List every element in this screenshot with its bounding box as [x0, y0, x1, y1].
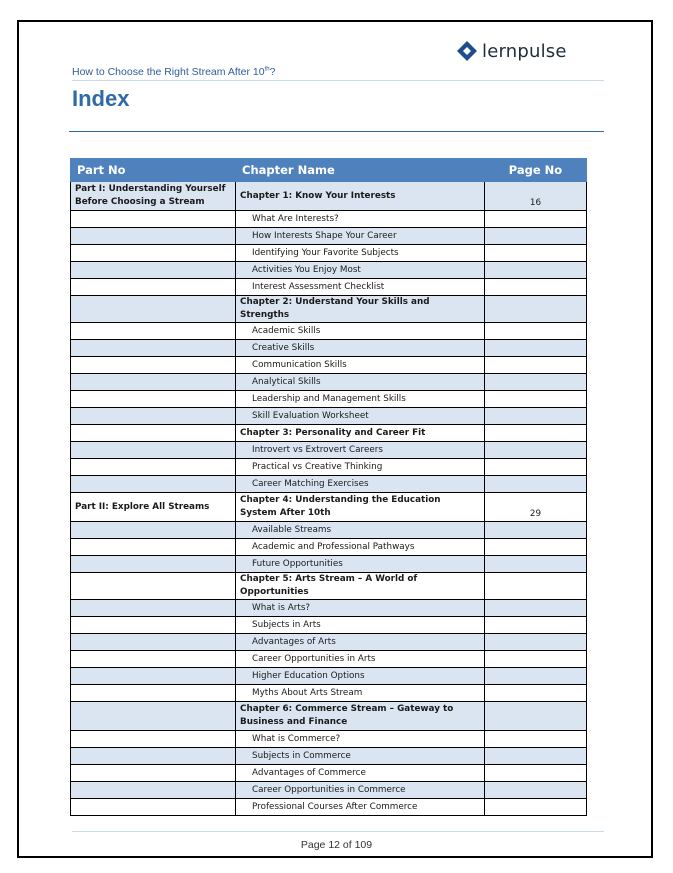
- part-cell: [71, 782, 236, 799]
- chapter-title-cell: Chapter 1: Know Your Interests: [236, 182, 485, 211]
- section-title-cell: How Interests Shape Your Career: [236, 228, 485, 245]
- brand-name: lernpulse: [482, 40, 567, 62]
- page-number-cell: 29: [485, 493, 587, 522]
- diamond-icon: [456, 40, 478, 62]
- part-cell: [71, 573, 236, 600]
- section-title-cell: Creative Skills: [236, 340, 485, 357]
- part-cell: [71, 522, 236, 539]
- page-number-cell: [485, 245, 587, 262]
- section-title-cell: Future Opportunities: [236, 556, 485, 573]
- header-part-no: Part No: [71, 159, 236, 182]
- table-row: [71, 374, 587, 391]
- page-number-cell: [485, 374, 587, 391]
- table-row: [71, 651, 587, 668]
- page-number-cell: [485, 340, 587, 357]
- table-row: [71, 539, 587, 556]
- part-cell: [71, 442, 236, 459]
- footer-divider: [72, 831, 604, 832]
- page-number-cell: [485, 323, 587, 340]
- table-row: [71, 279, 587, 296]
- page-number-cell: [485, 391, 587, 408]
- part-cell: [71, 668, 236, 685]
- table-row: [71, 748, 587, 765]
- page-number: Page 12 of 109: [300, 839, 373, 851]
- table-row: [71, 391, 587, 408]
- page-number-cell: 16: [485, 182, 587, 211]
- part-cell: [71, 617, 236, 634]
- page-number-cell: [485, 442, 587, 459]
- section-title-cell: Subjects in Commerce: [236, 748, 485, 765]
- table-row: [71, 228, 587, 245]
- table-row: [71, 459, 587, 476]
- table-row: [71, 685, 587, 702]
- part-cell: [71, 357, 236, 374]
- part-cell: [71, 748, 236, 765]
- part-cell: [71, 685, 236, 702]
- chapter-title-cell: Chapter 3: Personality and Career Fit: [236, 425, 485, 442]
- part-cell: [71, 408, 236, 425]
- page-number-cell: [485, 685, 587, 702]
- page-number-cell: [485, 228, 587, 245]
- table-row: [71, 782, 587, 799]
- part-cell: [71, 765, 236, 782]
- brand-logo: [456, 40, 567, 62]
- part-cell: [71, 391, 236, 408]
- table-row: [71, 522, 587, 539]
- chapter-title-cell: Chapter 6: Commerce Stream – Gateway to Business and Finance: [236, 702, 485, 731]
- page-number-cell: [485, 573, 587, 600]
- table-body: [71, 182, 587, 816]
- page-number-cell: [485, 765, 587, 782]
- page-number-cell: [485, 668, 587, 685]
- table-row: [71, 556, 587, 573]
- table-row: [71, 476, 587, 493]
- page-number-cell: [485, 782, 587, 799]
- page-number-cell: [485, 279, 587, 296]
- section-title-cell: Communication Skills: [236, 357, 485, 374]
- section-title-cell: Analytical Skills: [236, 374, 485, 391]
- part-cell: [71, 476, 236, 493]
- part-cell: [71, 323, 236, 340]
- section-title-cell: What is Commerce?: [236, 731, 485, 748]
- table-row: [71, 702, 587, 731]
- page-number-cell: [485, 522, 587, 539]
- table-row: [71, 245, 587, 262]
- table-row: [71, 668, 587, 685]
- part-cell: [71, 539, 236, 556]
- table-row: [71, 634, 587, 651]
- table-row: [71, 573, 587, 600]
- part-cell: [71, 374, 236, 391]
- part-cell: Part I: Understanding Yourself Before Choosing a Stream: [71, 182, 236, 211]
- section-title-cell: Subjects in Arts: [236, 617, 485, 634]
- table-row: [71, 408, 587, 425]
- table-row: [71, 296, 587, 323]
- page-number-cell: [485, 357, 587, 374]
- table-row: [71, 799, 587, 816]
- part-cell: [71, 228, 236, 245]
- section-title-cell: Career Opportunities in Arts: [236, 651, 485, 668]
- table-row: [71, 182, 587, 211]
- part-cell: Part II: Explore All Streams: [71, 493, 236, 522]
- part-cell: [71, 731, 236, 748]
- part-cell: [71, 425, 236, 442]
- page-number-cell: [485, 539, 587, 556]
- page-number-cell: [485, 702, 587, 731]
- index-table: [70, 158, 587, 816]
- section-title-cell: Academic and Professional Pathways: [236, 539, 485, 556]
- chapter-title-cell: Chapter 5: Arts Stream – A World of Opportunities: [236, 573, 485, 600]
- table-row: [71, 731, 587, 748]
- document-subtitle: How to Choose the Right Stream After 10th?: [72, 66, 276, 78]
- table-row: [71, 323, 587, 340]
- section-title-cell: What Are Interests?: [236, 211, 485, 228]
- table-row: [71, 211, 587, 228]
- part-cell: [71, 340, 236, 357]
- part-cell: [71, 459, 236, 476]
- section-title-cell: Available Streams: [236, 522, 485, 539]
- page-number-cell: [485, 459, 587, 476]
- part-cell: [71, 556, 236, 573]
- section-title-cell: Higher Education Options: [236, 668, 485, 685]
- header-page-no: Page No: [485, 159, 587, 182]
- section-title-cell: Academic Skills: [236, 323, 485, 340]
- section-title-cell: Leadership and Management Skills: [236, 391, 485, 408]
- part-cell: [71, 211, 236, 228]
- header-chapter-name: Chapter Name: [236, 159, 485, 182]
- page-number-cell: [485, 799, 587, 816]
- chapter-title-cell: Chapter 4: Understanding the Education System After 10th: [236, 493, 485, 522]
- part-cell: [71, 600, 236, 617]
- section-title-cell: Practical vs Creative Thinking: [236, 459, 485, 476]
- part-cell: [71, 651, 236, 668]
- page-number-cell: [485, 556, 587, 573]
- part-cell: [71, 262, 236, 279]
- table-row: [71, 765, 587, 782]
- section-title-cell: Advantages of Arts: [236, 634, 485, 651]
- page-number-cell: [485, 211, 587, 228]
- page-number-cell: [485, 731, 587, 748]
- part-cell: [71, 245, 236, 262]
- part-cell: [71, 634, 236, 651]
- table-row: [71, 617, 587, 634]
- table-row: [71, 340, 587, 357]
- section-title-cell: Skill Evaluation Worksheet: [236, 408, 485, 425]
- table-header-row: [71, 159, 587, 182]
- section-title-cell: What is Arts?: [236, 600, 485, 617]
- page-number-cell: [485, 262, 587, 279]
- table-row: [71, 493, 587, 522]
- part-cell: [71, 296, 236, 323]
- page-number-cell: [485, 634, 587, 651]
- part-cell: [71, 279, 236, 296]
- section-title-cell: Identifying Your Favorite Subjects: [236, 245, 485, 262]
- section-title-cell: Introvert vs Extrovert Careers: [236, 442, 485, 459]
- page-title: Index: [72, 86, 130, 111]
- table-row: [71, 442, 587, 459]
- title-rule: [69, 131, 604, 132]
- table-row: [71, 357, 587, 374]
- page-number-cell: [485, 476, 587, 493]
- section-title-cell: Activities You Enjoy Most: [236, 262, 485, 279]
- section-title-cell: Career Matching Exercises: [236, 476, 485, 493]
- page-number-cell: [485, 600, 587, 617]
- page-number-cell: [485, 617, 587, 634]
- section-title-cell: Advantages of Commerce: [236, 765, 485, 782]
- table-row: [71, 600, 587, 617]
- part-cell: [71, 799, 236, 816]
- section-title-cell: Professional Courses After Commerce: [236, 799, 485, 816]
- part-cell: [71, 702, 236, 731]
- section-title-cell: Career Opportunities in Commerce: [236, 782, 485, 799]
- table-row: [71, 262, 587, 279]
- section-title-cell: Myths About Arts Stream: [236, 685, 485, 702]
- page-number-cell: [485, 296, 587, 323]
- page-number-cell: [485, 408, 587, 425]
- section-title-cell: Interest Assessment Checklist: [236, 279, 485, 296]
- chapter-title-cell: Chapter 2: Understand Your Skills and Strengths: [236, 296, 485, 323]
- table-row: [71, 425, 587, 442]
- page-number-cell: [485, 651, 587, 668]
- header-divider: [72, 80, 604, 81]
- page-number-cell: [485, 748, 587, 765]
- page-number-cell: [485, 425, 587, 442]
